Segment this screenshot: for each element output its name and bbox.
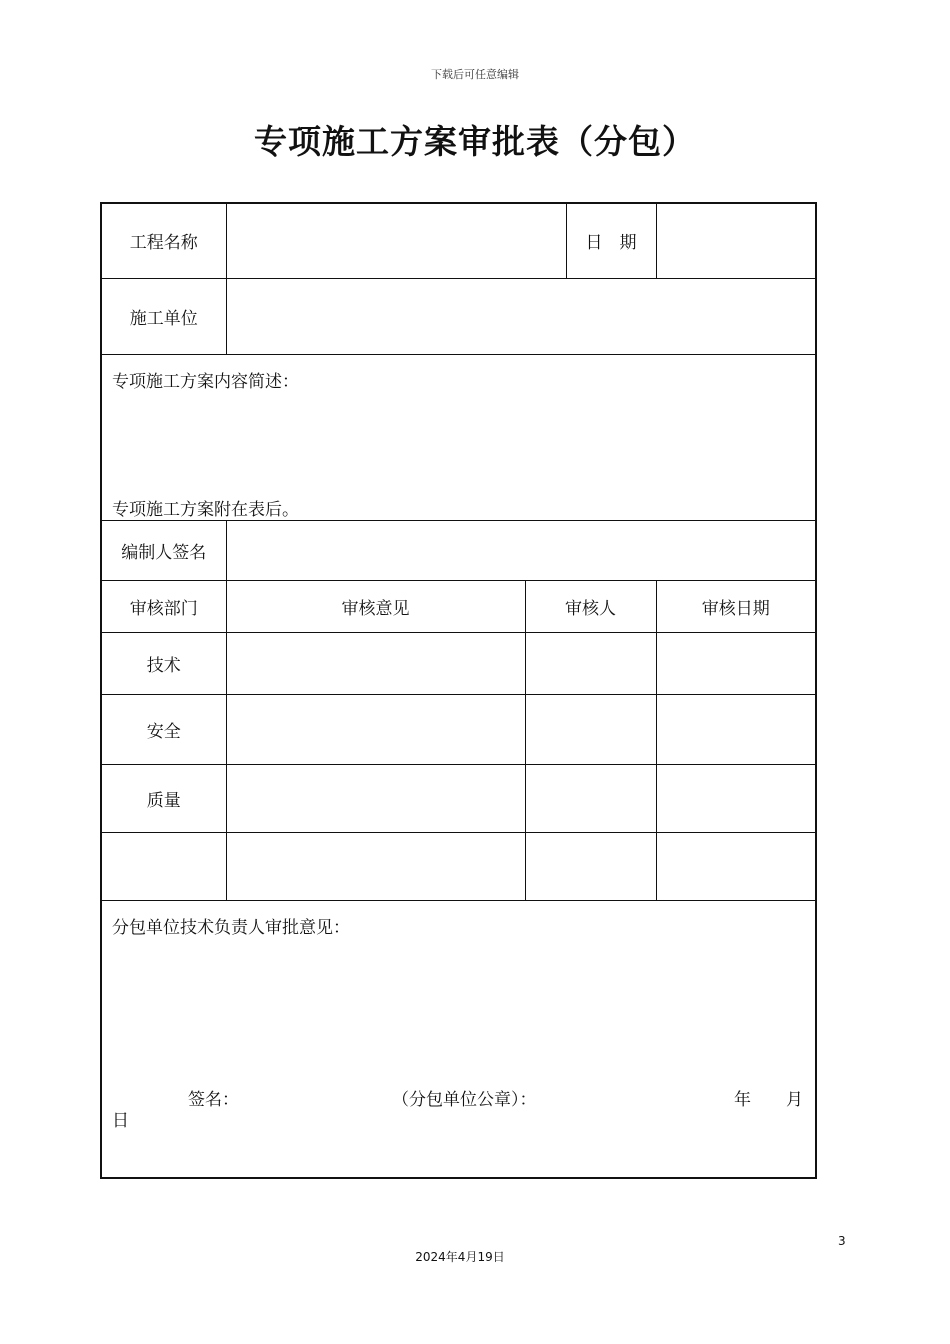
scheme-summary-label: 专项施工方案内容简述： <box>112 371 299 392</box>
reviewer-field[interactable] <box>525 832 656 900</box>
review-dept-field[interactable] <box>101 832 226 900</box>
day-label: 日 <box>112 1110 129 1131</box>
preparer-signature-row <box>101 520 816 580</box>
subcontractor-opinion-cell[interactable] <box>101 900 816 1178</box>
subcontractor-opinion-label: 分包单位技术负责人审批意见： <box>112 917 350 938</box>
review-date-field[interactable] <box>656 694 816 764</box>
review-row-safety <box>101 694 816 764</box>
construction-unit-row <box>101 278 816 354</box>
month-label: 月 <box>786 1089 803 1110</box>
review-dept-header: 审核部门 <box>101 580 226 632</box>
review-opinion-field[interactable] <box>226 764 525 832</box>
project-name-row <box>101 203 816 278</box>
subcontractor-opinion-row <box>101 900 816 1178</box>
document-title: 专项施工方案审批表（分包） <box>254 122 696 161</box>
review-date-field[interactable] <box>656 764 816 832</box>
reviewer-field[interactable] <box>525 632 656 694</box>
review-opinion-field[interactable] <box>226 632 525 694</box>
review-row-quality <box>101 764 816 832</box>
reviewer-header: 审核人 <box>525 580 656 632</box>
scheme-summary-cell[interactable] <box>101 354 816 520</box>
date-field[interactable] <box>656 203 816 278</box>
project-name-field[interactable] <box>226 203 566 278</box>
preparer-signature-label: 编制人签名 <box>101 520 226 580</box>
approval-form-table <box>100 202 817 1179</box>
review-dept: 安全 <box>101 694 226 764</box>
review-opinion-header: 审核意见 <box>226 580 525 632</box>
scheme-attached-note: 专项施工方案附在表后。 <box>112 499 299 520</box>
review-dept: 技术 <box>101 632 226 694</box>
header-note: 下载后可任意编辑 <box>431 68 519 81</box>
reviewer-field[interactable] <box>525 764 656 832</box>
date-label: 日 期 <box>566 203 656 278</box>
preparer-signature-field[interactable] <box>226 520 816 580</box>
reviewer-field[interactable] <box>525 694 656 764</box>
review-date-field[interactable] <box>656 832 816 900</box>
page-number: 3 <box>838 1234 846 1248</box>
seal-label: （分包单位公章）： <box>392 1089 537 1110</box>
review-row-technical <box>101 632 816 694</box>
review-header-row <box>101 580 816 632</box>
review-opinion-field[interactable] <box>226 832 525 900</box>
review-row-empty <box>101 832 816 900</box>
signature-line <box>112 1085 803 1110</box>
construction-unit-label: 施工单位 <box>101 278 226 354</box>
sign-label: 签名： <box>188 1089 239 1110</box>
construction-unit-field[interactable] <box>226 278 816 354</box>
review-date-header: 审核日期 <box>656 580 816 632</box>
year-label: 年 <box>734 1089 751 1110</box>
review-dept: 质量 <box>101 764 226 832</box>
project-name-label: 工程名称 <box>101 203 226 278</box>
review-opinion-field[interactable] <box>226 694 525 764</box>
review-date-field[interactable] <box>656 632 816 694</box>
scheme-summary-row <box>101 354 816 520</box>
footer-date: 2024年4月19日 <box>415 1250 505 1264</box>
